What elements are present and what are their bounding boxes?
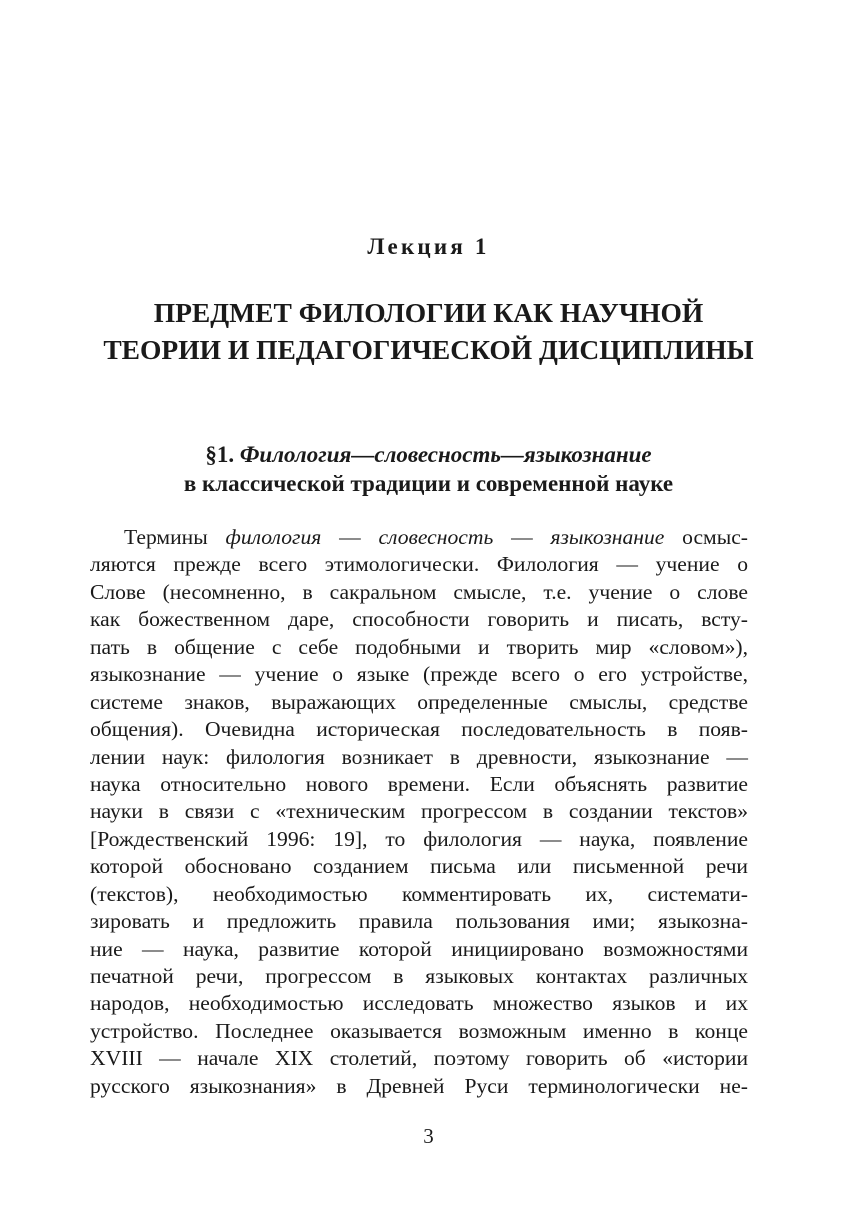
chapter-title-line-2: ТЕОРИИ И ПЕДАГОГИЧЕСКОЙ ДИСЦИПЛИНЫ xyxy=(103,334,754,365)
text-run: — xyxy=(493,525,551,549)
page-number: 3 xyxy=(423,1124,434,1148)
chapter-title-line-1: ПРЕДМЕТ ФИЛОЛОГИИ КАК НАУЧНОЙ xyxy=(153,297,704,328)
paragraph-line: устройство. Последнее оказывается возможным именно в конце xyxy=(90,1018,748,1043)
paragraph-line: общения). Очевидна историческая последовательность в появ- xyxy=(90,717,748,742)
paragraph-line: ляются прежде всего этимологически. Филология — учение о xyxy=(90,552,748,577)
term-linguistics: языкознание xyxy=(550,525,665,549)
lecture-heading: Лекция 1 xyxy=(367,234,490,259)
paragraph-line: русского языкознания» в Древней Руси терминологически не- xyxy=(90,1073,748,1098)
term-philology: филология xyxy=(225,525,322,549)
paragraph-line: зировать и предложить правила пользования ими; языкозна- xyxy=(90,909,748,934)
paragraph-line: печатной речи, прогрессом в языковых контактах различных xyxy=(90,964,748,988)
paragraph-line: системе знаков, выражающих определенные смыслы, средстве xyxy=(90,689,748,714)
section-heading xyxy=(60,440,797,498)
paragraph-line: (текстов), необходимостью комментировать их, системати- xyxy=(90,881,748,906)
paragraph-line: как божественном даре, способности говорить и писать, всту- xyxy=(90,607,748,632)
paragraph-line: [Рождественский 1996: 19], то филология — наука, появление xyxy=(90,826,748,851)
paragraph-line: языкознание — учение о языке (прежде всего о его устройстве, xyxy=(90,662,748,687)
section-title: Филология—словесность—языкознание xyxy=(239,442,652,467)
chapter-title xyxy=(60,294,797,368)
section-heading-line-1 xyxy=(60,440,797,469)
text-run: — xyxy=(321,525,379,549)
paragraph-line: пать в общение с себе подобными и творить мир «словом»), xyxy=(90,634,748,659)
text-run: осмыс- xyxy=(664,525,749,549)
paragraph-line: которой обосновано созданием письма или письменной речи xyxy=(90,854,748,879)
term-slovesnost: словесность xyxy=(378,525,494,549)
paragraph-line: наука относительно нового времени. Если объяснять развитие xyxy=(90,771,748,796)
section-number: §1. xyxy=(205,442,235,467)
paragraph-line: народов, необходимостью исследовать множество языков и их xyxy=(90,991,748,1016)
paragraph-line: науки в связи с «техническим прогрессом в создании текстов» xyxy=(90,799,748,824)
text-run: Термины xyxy=(124,525,226,549)
paragraph-line xyxy=(90,524,748,551)
paragraph-line: ние — наука, развитие которой инициировано возможностями xyxy=(90,936,748,961)
body-paragraph xyxy=(90,524,748,1100)
paragraph-line: лении наук: филология возникает в древности, языкознание — xyxy=(90,744,748,769)
section-subtitle: в классической традиции и современной науке xyxy=(183,471,674,496)
paragraph-line: XVIII — начале XIX столетий, поэтому говорить об «истории xyxy=(90,1046,748,1071)
paragraph-line: Слове (несомненно, в сакральном смысле, т.е. учение о слове xyxy=(90,579,748,604)
